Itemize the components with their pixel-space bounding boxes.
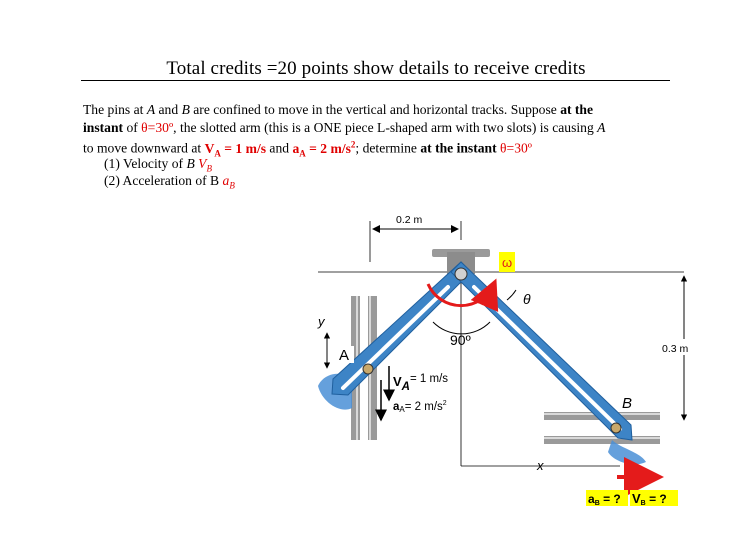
y-label: y xyxy=(318,314,325,329)
aa-label: aA= 2 $m/s^2$ xyxy=(393,400,447,414)
question-1: (1) Velocity of B $V_B$ xyxy=(104,156,212,174)
problem-line-3: to move downward at $V_A = 1$ m/s and $a_A = 2$ $m/s^2$; determine at the instant θ=30º xyxy=(83,139,533,159)
va-label: VA= 1 m/s xyxy=(393,373,449,393)
angle-90-label: 90º xyxy=(450,332,471,348)
question-2: (2) Acceleration of B $a_B$ xyxy=(104,173,235,191)
dim-0-2-label: 0.2 m xyxy=(396,214,423,226)
pin-a xyxy=(363,364,373,374)
pin-b xyxy=(611,423,621,433)
problem-line-1: The pins at A and B are confined to move in the vertical and horizontal tracks. Suppose at the xyxy=(83,102,594,117)
ab-label: aB = ? xyxy=(588,492,621,507)
theta-arc xyxy=(507,290,516,300)
pivot-pin xyxy=(455,268,467,280)
label-b: B xyxy=(622,395,633,412)
theta-label: θ xyxy=(523,291,531,307)
dim-0-3-label: 0.3 m xyxy=(662,343,689,355)
omega-label: ω xyxy=(502,255,513,270)
x-label: x xyxy=(537,458,544,473)
right-slot xyxy=(474,287,620,429)
page-title: Total credits =20 points show details to receive credits xyxy=(166,58,586,79)
vb-label: VB = ? xyxy=(632,491,667,507)
problem-line-2: instant of θ=30º, the slotted arm (this is a ONE piece L-shaped arm with two slots) is causing A xyxy=(83,119,606,135)
label-a: A xyxy=(339,347,350,364)
